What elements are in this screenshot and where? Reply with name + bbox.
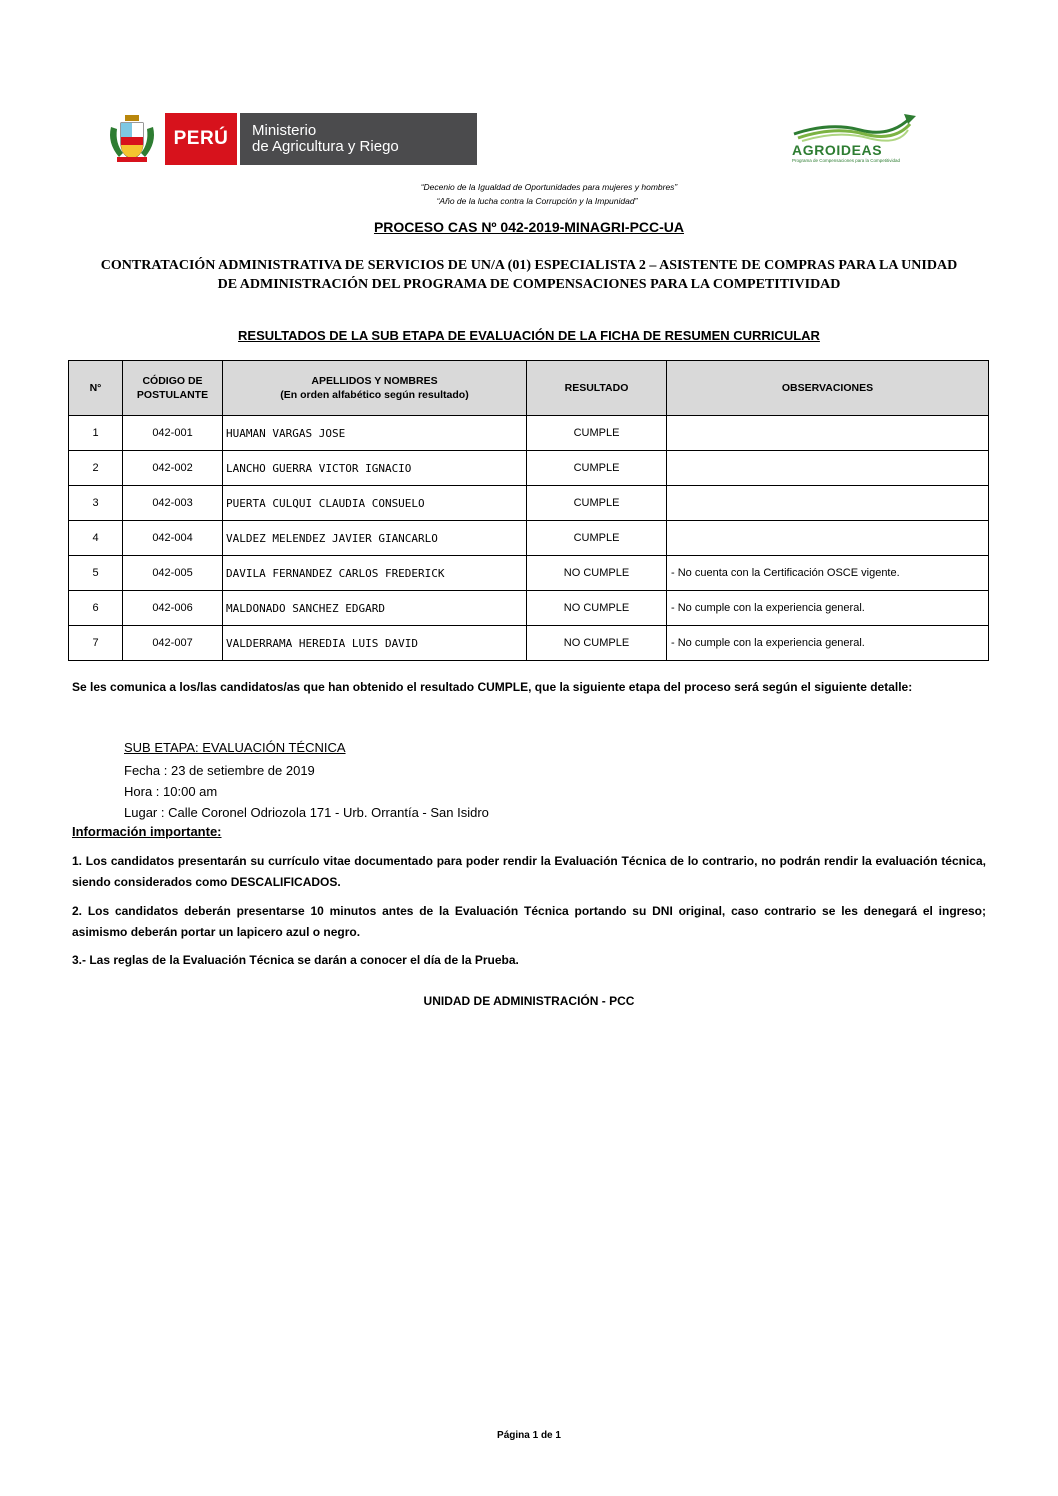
row-name: DAVILA FERNANDEZ CARLOS FREDERICK — [223, 556, 527, 591]
unidad-signature: UNIDAD DE ADMINISTRACIÓN - PCC — [423, 994, 635, 1008]
row-name: HUAMAN VARGAS JOSE — [223, 416, 527, 451]
decree-line-2: “Año de la lucha contra la Corrupción y la Impunidad” — [436, 196, 638, 206]
page-number: Página 1 de 1 — [497, 1430, 561, 1441]
row-code: 042-006 — [123, 591, 223, 626]
table-row — [69, 486, 989, 521]
row-result: NO CUMPLE — [527, 591, 667, 626]
contrato-line-2: DE ADMINISTRACIÓN DEL PROGRAMA DE COMPENSACIONES PARA LA COMPETITIVIDAD — [217, 277, 841, 292]
row-num: 1 — [69, 416, 123, 451]
row-result: CUMPLE — [527, 486, 667, 521]
comunica-paragraph: Se les comunica a los/las candidatos/as que han obtenido el resultado CUMPLE, que la siguiente etapa del proceso será según el siguiente detalle: — [72, 680, 913, 694]
info-item-2: 2. Los candidatos deberán presentarse 10 minutos antes de la Evaluación Técnica portando su DNI original, caso contrario se les denegará el ingreso; asimismo deberán portar un lapicero azul o negro. — [72, 904, 986, 939]
minagri-logo — [103, 113, 477, 165]
header-code — [123, 361, 223, 416]
row-code: 042-005 — [123, 556, 223, 591]
table-row — [69, 451, 989, 486]
header-name — [223, 361, 527, 416]
header-num: N° — [69, 361, 123, 416]
table-row — [69, 556, 989, 591]
row-code: 042-003 — [123, 486, 223, 521]
row-num: 6 — [69, 591, 123, 626]
row-obs — [667, 451, 989, 486]
row-result: NO CUMPLE — [527, 626, 667, 661]
row-name: MALDONADO SANCHEZ EDGARD — [223, 591, 527, 626]
table-row — [69, 626, 989, 661]
row-result: CUMPLE — [527, 416, 667, 451]
header-name-line1: APELLIDOS Y NOMBRES — [311, 375, 438, 387]
row-result: CUMPLE — [527, 521, 667, 556]
decree-line-1: “Decenio de la Igualdad de Oportunidades para mujeres y hombres” — [420, 182, 678, 192]
peru-label: PERÚ — [165, 113, 237, 165]
ministerio-line1: Ministerio — [252, 122, 317, 139]
row-name: PUERTA CULQUI CLAUDIA CONSUELO — [223, 486, 527, 521]
proceso-title: PROCESO CAS Nº 042-2019-MINAGRI-PCC-UA — [373, 219, 685, 235]
row-code: 042-004 — [123, 521, 223, 556]
row-name: VALDEZ MELENDEZ JAVIER GIANCARLO — [223, 521, 527, 556]
header-code-line2: POSTULANTE — [136, 389, 209, 401]
agroideas-logo — [790, 112, 918, 164]
row-num: 7 — [69, 626, 123, 661]
row-num: 2 — [69, 451, 123, 486]
agroideas-wave-icon — [790, 112, 918, 142]
sub-etapa-hora: Hora : 10:00 am — [124, 784, 218, 799]
table-row — [69, 521, 989, 556]
row-obs — [667, 521, 989, 556]
row-num: 5 — [69, 556, 123, 591]
row-num: 4 — [69, 521, 123, 556]
row-obs: - No cumple con la experiencia general. — [667, 626, 989, 661]
row-code: 042-007 — [123, 626, 223, 661]
sub-etapa-fecha: Fecha : 23 de setiembre de 2019 — [124, 763, 315, 778]
row-num: 3 — [69, 486, 123, 521]
agroideas-subtitle: Programa de Compensaciones para la Competitividad — [792, 158, 901, 163]
header-code-line1: CÓDIGO DE — [142, 375, 203, 387]
ministerio-line2: de Agricultura y Riego — [252, 138, 399, 155]
row-result: CUMPLE — [527, 451, 667, 486]
row-obs: - No cumple con la experiencia general. — [667, 591, 989, 626]
header-name-line2: (En orden alfabético según resultado) — [280, 389, 469, 401]
header-obs: OBSERVACIONES — [667, 361, 989, 416]
row-name: LANCHO GUERRA VICTOR IGNACIO — [223, 451, 527, 486]
results-table — [68, 360, 989, 661]
table-row — [69, 416, 989, 451]
ministerio-label — [240, 113, 477, 165]
table-row — [69, 591, 989, 626]
table-header-row — [69, 361, 989, 416]
info-title: Información importante: — [72, 824, 222, 839]
sub-etapa-title: SUB ETAPA: EVALUACIÓN TÉCNICA — [124, 740, 346, 755]
row-code: 042-001 — [123, 416, 223, 451]
info-item-1: 1. Los candidatos presentarán su currículo vitae documentado para poder rendir la Evaluación Técnica de lo contrario, no podrán rendir la evaluación técnica, siendo considerados como DESCALIFICADOS. — [72, 854, 986, 889]
agroideas-name: AGROIDEAS — [792, 142, 883, 158]
sub-etapa-lugar: Lugar : Calle Coronel Odriozola 171 - Urb. Orrantía - San Isidro — [124, 805, 489, 820]
info-item-3: 3.- Las reglas de la Evaluación Técnica se darán a conocer el día de la Prueba. — [72, 953, 519, 967]
row-name: VALDERRAMA HEREDIA LUIS DAVID — [223, 626, 527, 661]
peru-coat-of-arms-icon — [103, 113, 161, 165]
row-obs: - No cuenta con la Certificación OSCE vigente. — [667, 556, 989, 591]
header-result: RESULTADO — [527, 361, 667, 416]
row-obs — [667, 486, 989, 521]
contrato-title — [60, 256, 998, 294]
row-obs — [667, 416, 989, 451]
row-code: 042-002 — [123, 451, 223, 486]
row-result: NO CUMPLE — [527, 556, 667, 591]
contrato-line-1: CONTRATACIÓN ADMINISTRATIVA DE SERVICIOS DE UN/A (01) ESPECIALISTA 2 – ASISTENTE DE COMPRAS PARA LA UNIDAD — [100, 258, 958, 273]
resultados-title: RESULTADOS DE LA SUB ETAPA DE EVALUACIÓN DE LA FICHA DE RESUMEN CURRICULAR — [238, 328, 820, 343]
